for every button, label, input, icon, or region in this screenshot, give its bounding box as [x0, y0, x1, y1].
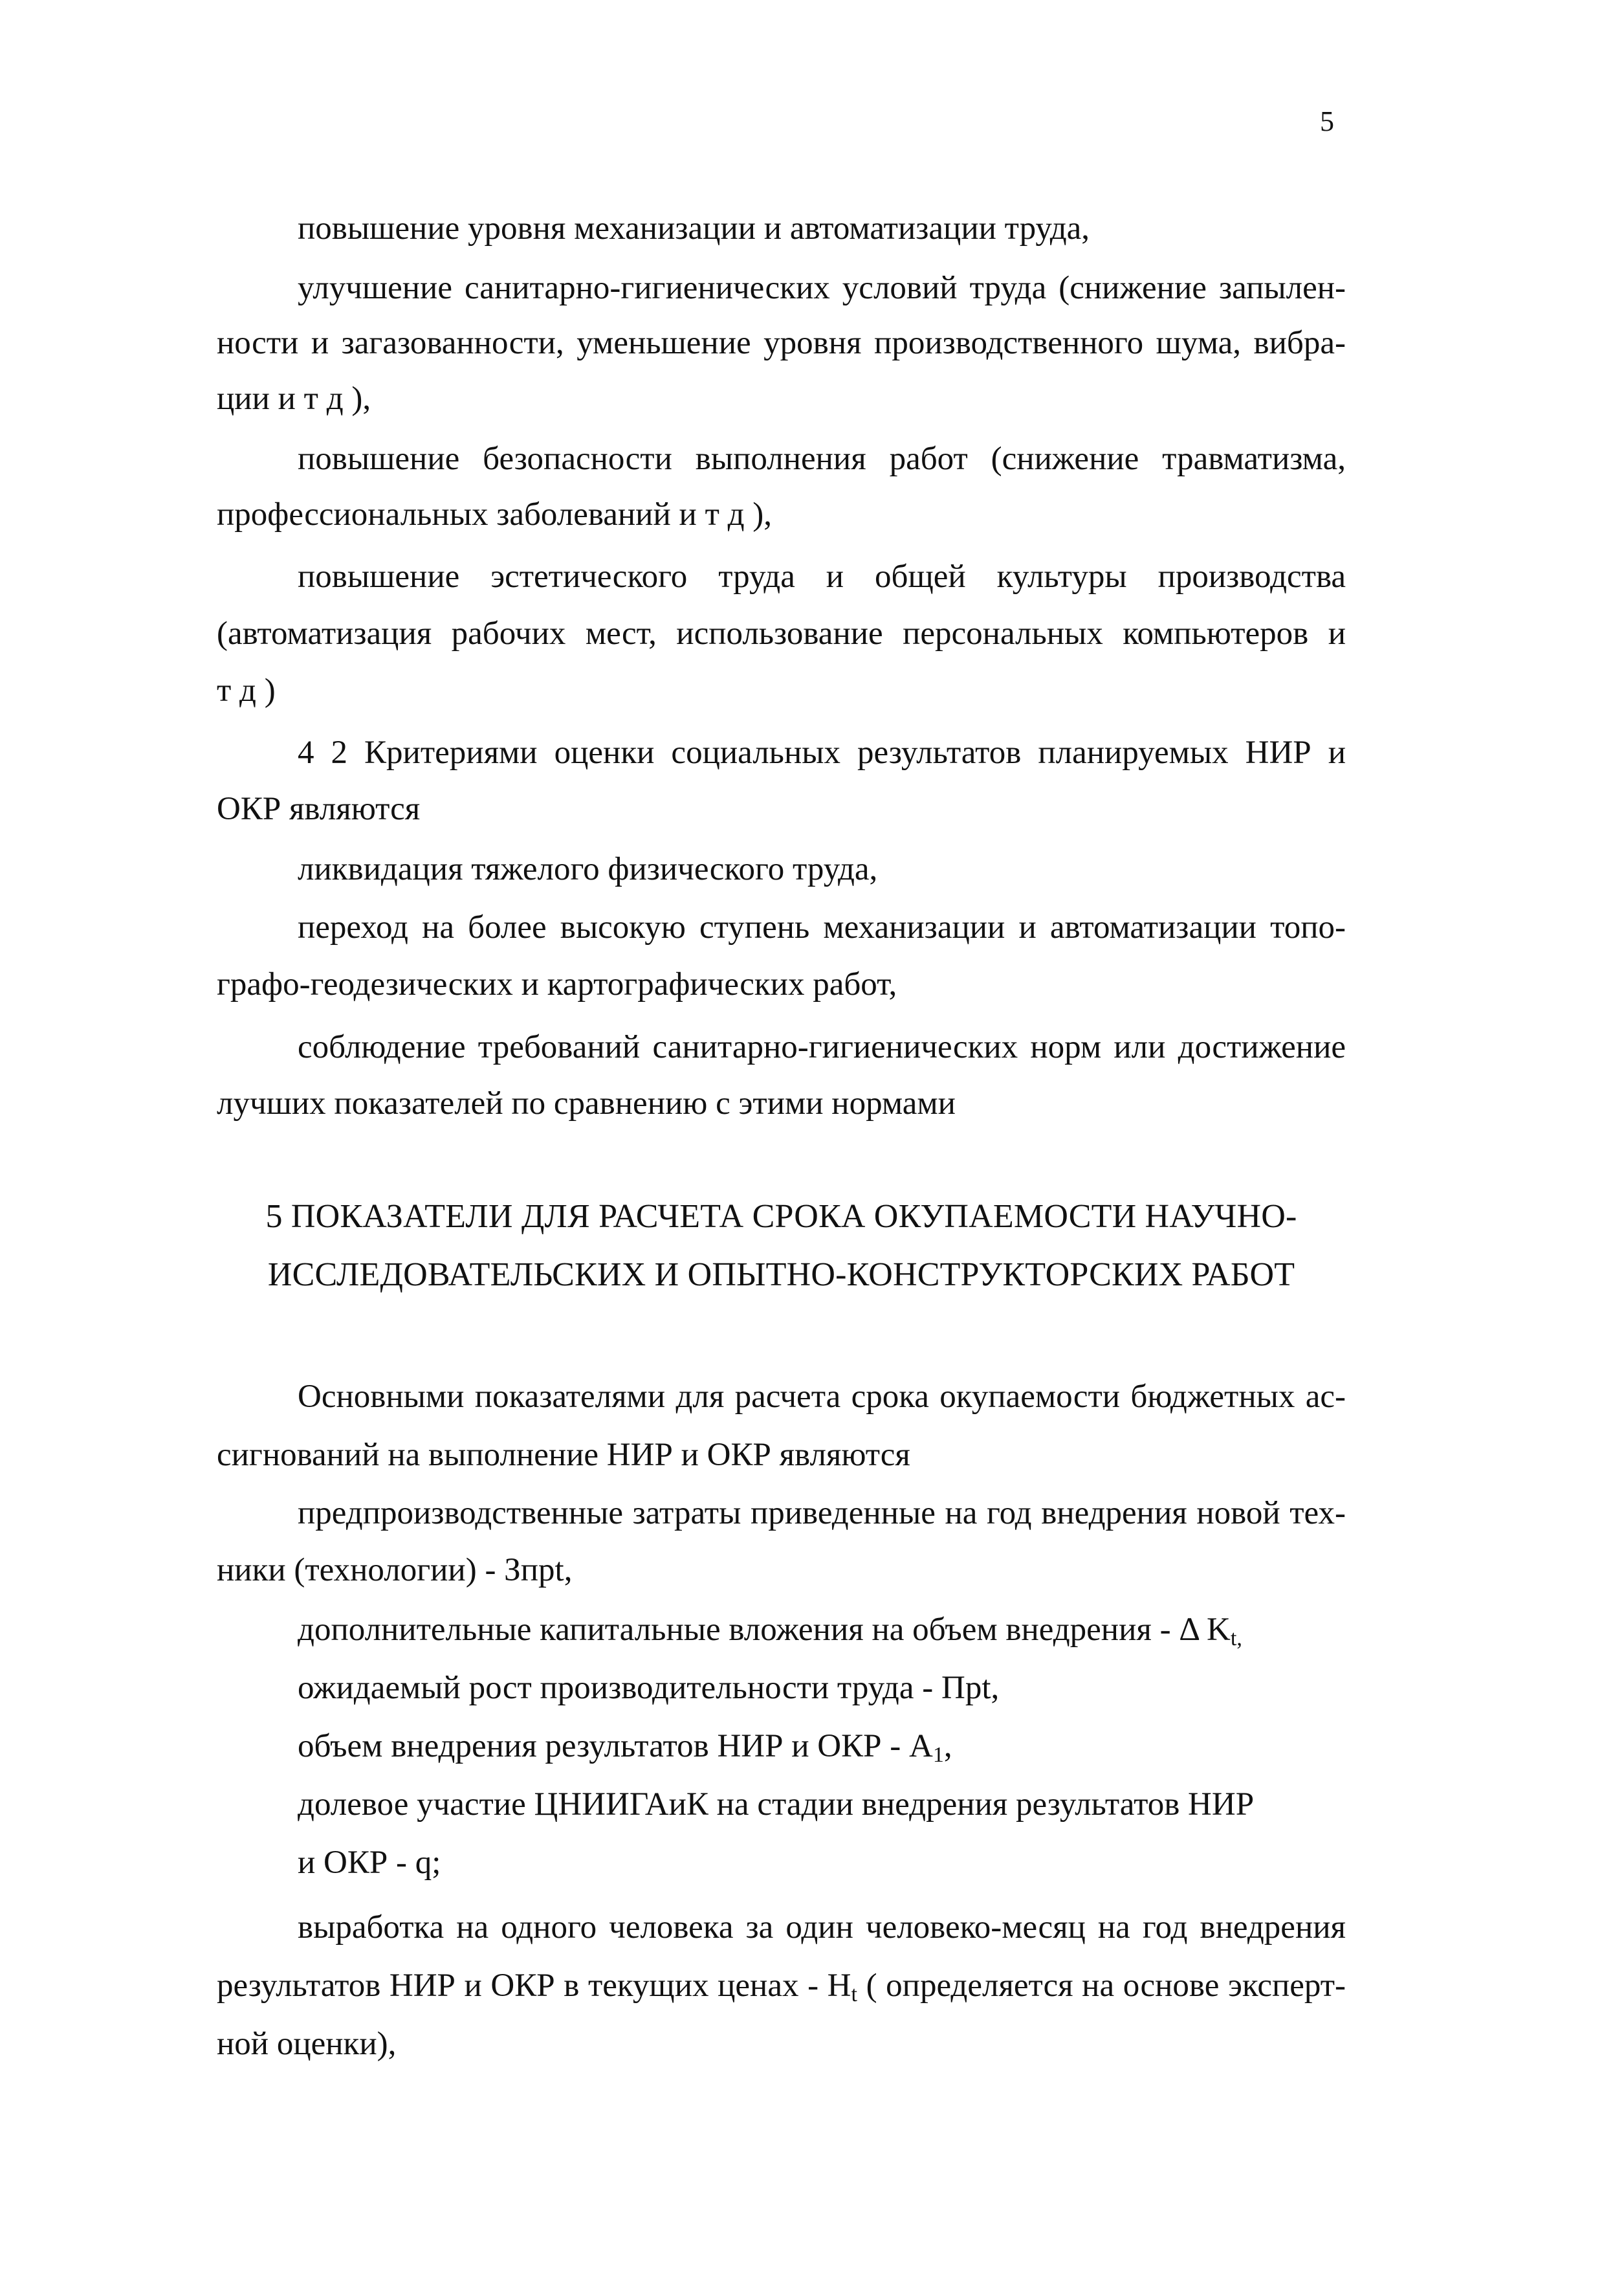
text-line: долевое участие ЦНИИГАиК на стадии внедрения результатов НИР: [298, 1786, 1255, 1823]
line-text: ( определяется на основе эксперт-: [857, 1968, 1346, 2004]
section-heading-line: ИССЛЕДОВАТЕЛЬСКИХ И ОПЫТНО-КОНСТРУКТОРСКИХ РАБОТ: [267, 1256, 1295, 1293]
text-line: ности и загазованности, уменьшение уровня производственного шума, вибра-: [217, 325, 1346, 361]
text-line: профессиональных заболеваний и т д ),: [217, 496, 773, 533]
text-line: сигнований на выполнение НИР и ОКР являются: [217, 1437, 910, 1473]
text-line: соблюдение требований санитарно-гигиенических норм или достижение: [298, 1029, 1346, 1065]
subscript: t,: [1230, 1626, 1242, 1650]
text-line: ожидаемый рост производительности труда - Пpt,: [298, 1670, 1000, 1706]
text-line: выработка на одного человека за один человеко-месяц на год внедрения: [298, 1909, 1346, 1946]
text-line: повышение уровня механизации и автоматизации труда,: [298, 210, 1090, 247]
text-line: улучшение санитарно-гигиенических условий труда (снижение запылен-: [298, 270, 1346, 306]
subscript: t: [851, 1982, 857, 2006]
text-line: ликвидация тяжелого физического труда,: [298, 851, 878, 887]
section-heading-line: 5 ПОКАЗАТЕЛИ ДЛЯ РАСЧЕТА СРОКА ОКУПАЕМОСТИ НАУЧНО-: [265, 1198, 1297, 1235]
text-line: повышение эстетического труда и общей культуры производства: [298, 559, 1346, 595]
text-line: 4 2 Критериями оценки социальных результатов планируемых НИР и: [298, 735, 1346, 771]
text-line: [298, 1725, 952, 1768]
line-text: результатов НИР и ОКР в текущих ценах - H: [217, 1968, 851, 2004]
line-text: дополнительные капитальные вложения на объем внедрения - Δ K: [298, 1612, 1231, 1648]
text-line: ОКР являются: [217, 791, 421, 827]
text-line: ной оценки),: [217, 2026, 397, 2062]
text-line: [298, 1608, 1242, 1651]
text-line: [217, 1964, 1346, 2007]
text-line: графо-геодезических и картографических работ,: [217, 966, 897, 1003]
line-text: ,: [943, 1728, 952, 1764]
text-line: т д ): [217, 672, 276, 709]
text-line: Основными показателями для расчета срока окупаемости бюджетных ас-: [298, 1379, 1346, 1415]
line-text: объем внедрения результатов НИР и ОКР - A: [298, 1728, 933, 1764]
subscript: 1: [932, 1743, 944, 1767]
text-line: ции и т д ),: [217, 381, 371, 417]
text-line: переход на более высокую ступень механизации и автоматизации топо-: [298, 909, 1346, 946]
text-line: повышение безопасности выполнения работ (снижение травматизма,: [298, 441, 1346, 477]
text-line: (автоматизация рабочих мест, использование персональных компьютеров и: [217, 615, 1346, 652]
text-line: ники (технологии) - Зпрt,: [217, 1552, 573, 1588]
text-line: лучших показателей по сравнению с этими нормами: [217, 1085, 956, 1122]
page-number: 5: [1320, 105, 1334, 137]
text-line: предпроизводственные затраты приведенные на год внедрения новой тех-: [298, 1495, 1346, 1531]
text-line: и ОКР - q;: [298, 1845, 441, 1881]
